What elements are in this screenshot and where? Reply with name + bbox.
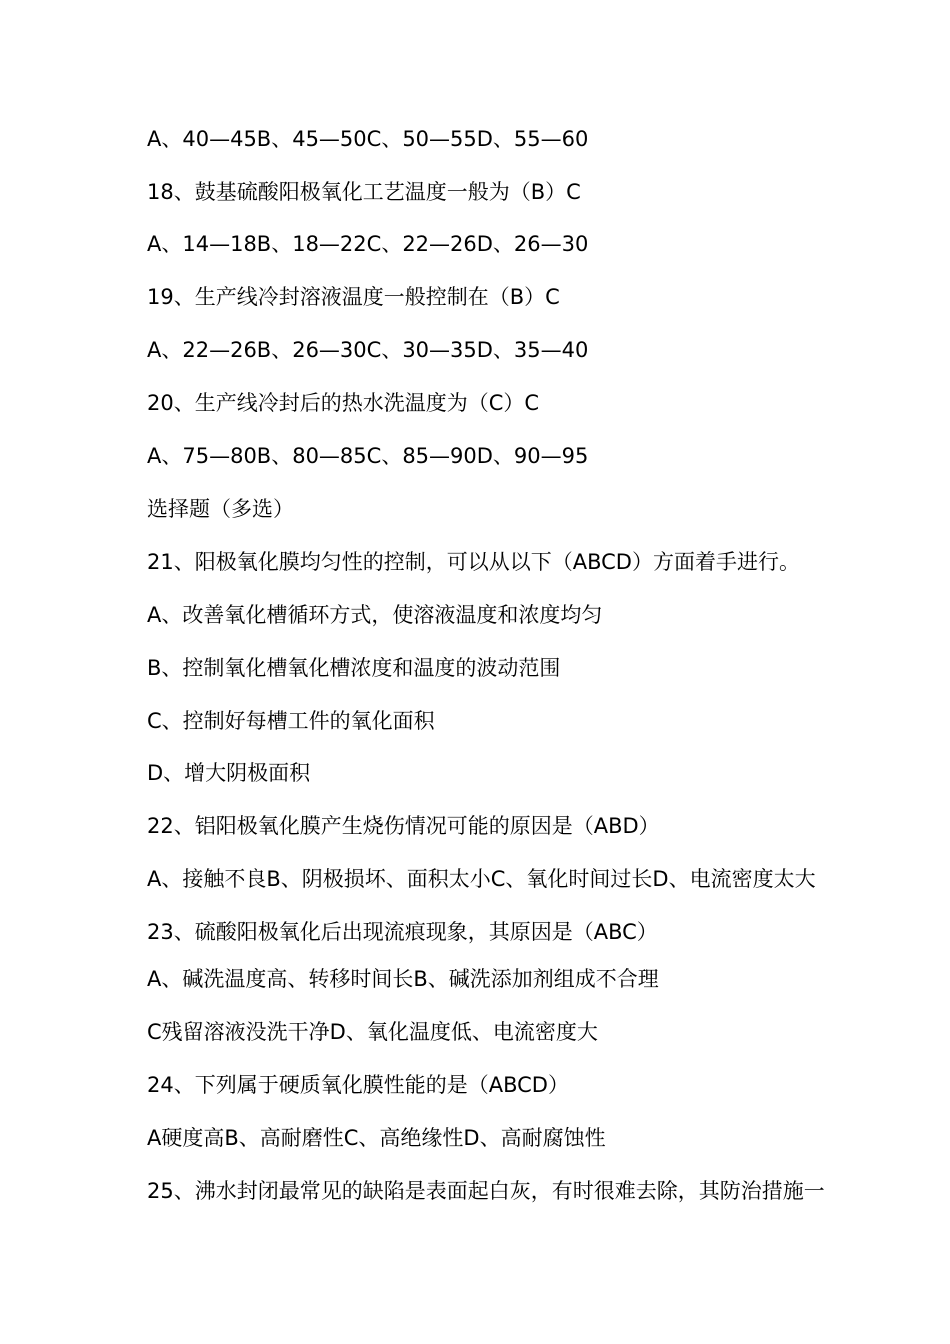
question-24: 24、下列属于硬质氧化膜性能的是（ABCD） xyxy=(147,1073,569,1097)
text-line: B、控制氧化槽氧化槽浓度和温度的波动范围 xyxy=(147,656,561,680)
text-line: D、增大阴极面积 xyxy=(147,761,311,785)
question-20: 20、生产线冷封后的热水洗温度为（C）C xyxy=(147,391,540,415)
text-line: A、接触不良B、阴极损坏、面积太小C、氧化时间过长D、电流密度太大 xyxy=(147,867,816,891)
question-22: 22、铝阳极氧化膜产生烧伤情况可能的原因是（ABD） xyxy=(147,814,660,838)
text-line: A、22—26B、26—30C、30—35D、35—40 xyxy=(147,338,589,362)
text-line: A、14—18B、18—22C、22—26D、26—30 xyxy=(147,232,589,256)
question-18: 18、鼓基硫酸阳极氧化工艺温度一般为（B）C xyxy=(147,180,581,204)
text-line: A、40—45B、45—50C、50—55D、55—60 xyxy=(147,127,589,151)
text-line: A、碱洗温度高、转移时间长B、碱洗添加剂组成不合理 xyxy=(147,967,659,991)
text-line: A、改善氧化槽循环方式，使溶液温度和浓度均匀 xyxy=(147,603,603,627)
question-23: 23、硫酸阳极氧化后出现流痕现象，其原因是（ABC） xyxy=(147,920,658,944)
question-25: 25、沸水封闭最常见的缺陷是表面起白灰，有时很难去除，其防治措施一 xyxy=(147,1179,825,1203)
text-line: A、75—80B、80—85C、85—90D、90—95 xyxy=(147,444,589,468)
question-21: 21、阳极氧化膜均匀性的控制，可以从以下（ABCD）方面着手进行。 xyxy=(147,550,800,574)
question-19: 19、生产线冷封溶液温度一般控制在（B）C xyxy=(147,285,560,309)
text-line: A硬度高B、高耐磨性C、高绝缘性D、高耐腐蚀性 xyxy=(147,1126,606,1150)
section-heading: 选择题（多选） xyxy=(147,497,294,521)
text-line: C、控制好每槽工件的氧化面积 xyxy=(147,709,435,733)
text-line: C残留溶液没洗干净D、氧化温度低、电流密度大 xyxy=(147,1020,598,1044)
